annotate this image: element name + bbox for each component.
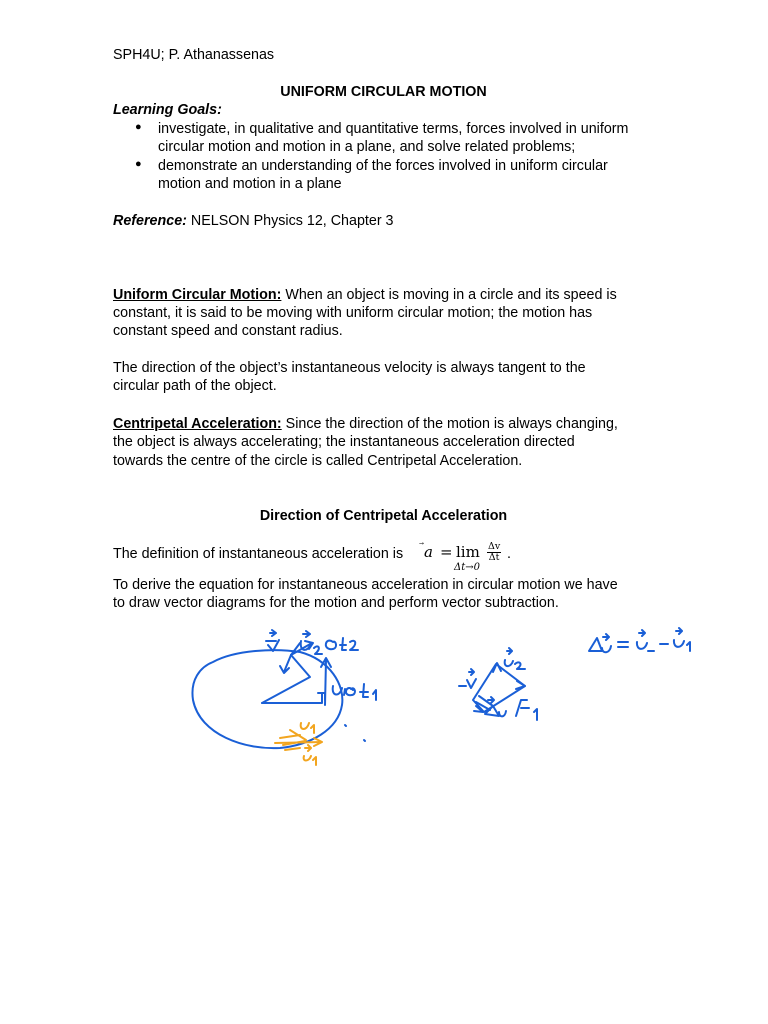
centripetal-text-1: Since the direction of the motion is always changing, xyxy=(281,416,618,432)
label-triangle-minus-v1 xyxy=(459,669,476,688)
derive-line-1: To derive the equation for instantaneous acceleration in circular motion we have xyxy=(113,577,618,593)
learning-goal-2-line-2: motion and motion in a plane xyxy=(158,176,342,192)
centripetal-line-2: the object is always accelerating; the instantaneous acceleration directed xyxy=(113,434,575,450)
definition-text: The definition of instantaneous acceleration is xyxy=(113,546,404,562)
dot-1 xyxy=(345,725,346,726)
derive-line-2: to draw vector diagrams for the motion and perform vector subtraction. xyxy=(113,595,559,611)
document-header: SPH4U; P. Athanassenas xyxy=(113,47,275,63)
ucm-line-3: constant speed and constant radius. xyxy=(113,323,343,339)
formula-denominator: Δt xyxy=(488,552,500,563)
triangle-arrow-1 xyxy=(493,663,501,672)
formula-period: . xyxy=(507,546,511,562)
ucm-term: Uniform Circular Motion: xyxy=(113,287,282,303)
label-triangle-v2 xyxy=(505,648,525,669)
label-v2 xyxy=(301,631,322,654)
label-at-t2 xyxy=(326,638,358,650)
formula-lim: lim xyxy=(456,543,480,561)
learning-goal-1-line-2: circular motion and motion in a plane, and solve related problems; xyxy=(158,139,576,155)
velocity-line-1: The direction of the object’s instantaneous velocity is always tangent to the xyxy=(113,360,586,376)
radius-2 xyxy=(262,655,310,703)
reference-text: NELSON Physics 12, Chapter 3 xyxy=(186,213,394,229)
page-title: UNIFORM CIRCULAR MOTION xyxy=(280,84,487,100)
centripetal-line-3: towards the centre of the circle is called Centripetal Acceleration. xyxy=(113,453,523,469)
formula-equals: = xyxy=(440,543,453,561)
formula-numerator: Δv xyxy=(488,541,501,552)
section-heading: Direction of Centripetal Acceleration xyxy=(259,508,508,524)
bullet-icon: ● xyxy=(135,121,142,133)
ucm-line-2: constant, it is said to be moving with uniform circular motion; the motion has xyxy=(113,305,593,321)
label-equation xyxy=(589,628,690,652)
ucm-text-1: When an object is moving in a circle and its speed is xyxy=(281,287,617,303)
label-triangle-v1 xyxy=(516,700,537,720)
velocity-line-2: circular path of the object. xyxy=(113,378,277,394)
minus-v1-arrow xyxy=(280,655,291,673)
label-minus-v1 xyxy=(266,630,279,651)
centripetal-term: Centripetal Acceleration: xyxy=(113,416,282,432)
dot-2 xyxy=(364,740,365,741)
reference-label: Reference: xyxy=(113,213,187,229)
learning-goal-1-line-1: investigate, in qualitative and quantitative terms, forces involved in uniform xyxy=(158,121,629,137)
learning-goals-heading: Learning Goals: xyxy=(113,102,222,118)
formula-a: a xyxy=(424,543,433,561)
formula-lim-subscript: Δt→0 xyxy=(454,562,480,573)
bullet-icon: ● xyxy=(135,158,142,170)
learning-goal-2-line-1: demonstrate an understanding of the forces involved in uniform circular xyxy=(158,158,608,174)
